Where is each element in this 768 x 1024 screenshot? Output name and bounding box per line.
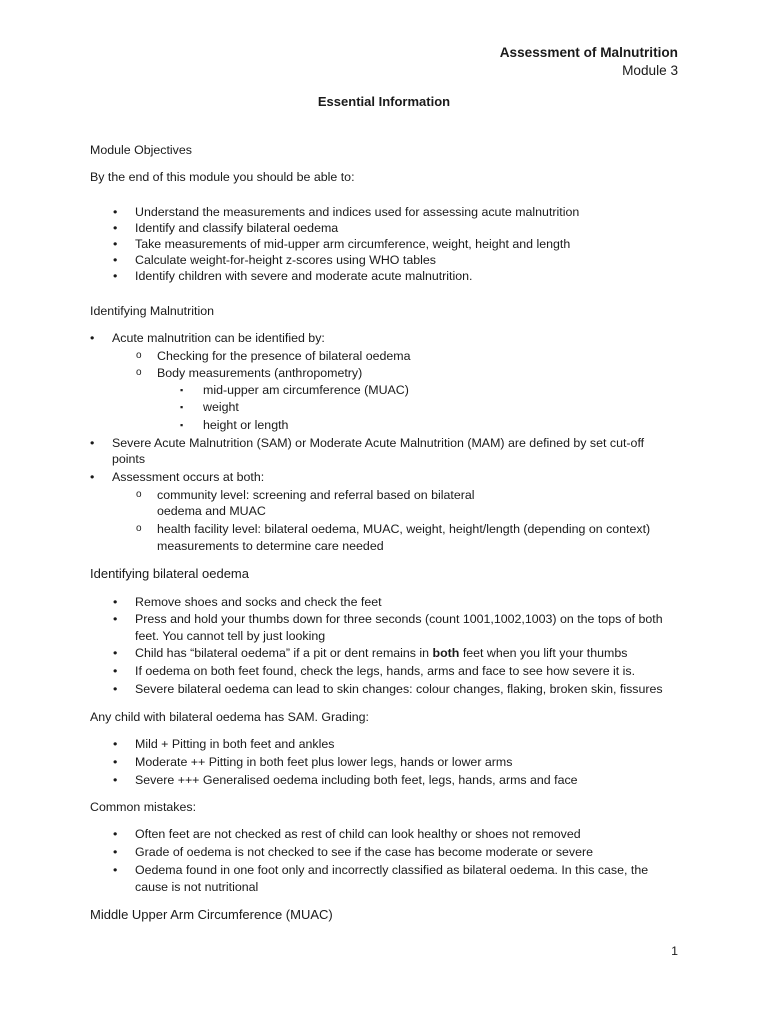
document-header-title: Assessment of Malnutrition: [499, 45, 678, 60]
page-title: Essential Information: [317, 94, 451, 109]
list-item: Acute malnutrition can be identified by:: [112, 331, 325, 345]
section-heading-identifying-malnutrition: Identifying Malnutrition: [90, 304, 214, 318]
circle-bullet-icon: o: [136, 367, 142, 378]
bullet-icon: •: [113, 773, 118, 787]
circle-bullet-icon: o: [136, 350, 142, 361]
square-bullet-icon: ▪: [180, 402, 184, 412]
bullet-icon: •: [113, 595, 118, 609]
bullet-icon: •: [113, 253, 118, 267]
list-item: weight: [203, 400, 239, 414]
list-item-continued: oedema and MUAC: [157, 504, 266, 518]
bullet-icon: •: [113, 863, 118, 877]
list-item: Severe Acute Malnutrition (SAM) or Moderate Acute Malnutrition (MAM) are defined by set cut-off: [112, 436, 645, 450]
page-number: 1: [671, 944, 678, 958]
list-item: Severe bilateral oedema can lead to skin changes: colour changes, flaking, broken skin, fissures: [135, 682, 663, 696]
bullet-icon: •: [113, 612, 118, 626]
list-item: Press and hold your thumbs down for three seconds (count 1001,1002,1003) on the tops of both: [135, 612, 663, 626]
bullet-icon: •: [113, 664, 118, 678]
bullet-icon: •: [113, 682, 118, 696]
bullet-icon: •: [113, 737, 118, 751]
list-item: mid-upper am circumference (MUAC): [203, 383, 409, 397]
mistake-item: Grade of oedema is not checked to see if the case has become moderate or severe: [135, 845, 594, 859]
square-bullet-icon: ▪: [180, 420, 184, 430]
list-item: Assessment occurs at both:: [112, 470, 265, 484]
list-item: height or length: [203, 418, 289, 432]
list-item-continued: points: [112, 452, 146, 466]
list-item-continued: feet. You cannot tell by just looking: [135, 629, 326, 643]
list-item-text: feet when you lift your thumbs: [459, 646, 628, 660]
bullet-icon: •: [90, 470, 95, 484]
section-heading-muac: Middle Upper Arm Circumference (MUAC): [90, 907, 333, 922]
mistakes-intro: Common mistakes:: [90, 800, 197, 814]
section-heading-bilateral-oedema: Identifying bilateral oedema: [90, 566, 249, 581]
objectives-intro: By the end of this module you should be able to:: [90, 170, 355, 184]
list-item: Body measurements (anthropometry): [157, 366, 363, 380]
objective-item: Calculate weight-for-height z-scores using WHO tables: [135, 253, 436, 267]
bullet-icon: •: [113, 646, 118, 660]
mistake-item-continued: cause is not nutritional: [135, 880, 259, 894]
square-bullet-icon: ▪: [180, 385, 184, 395]
mistake-item: Oedema found in one foot only and incorrectly classified as bilateral oedema. In this case, the: [135, 863, 649, 877]
mistake-item: Often feet are not checked as rest of child can look healthy or shoes not removed: [135, 827, 581, 841]
objective-item: Identify and classify bilateral oedema: [135, 221, 339, 235]
emphasis-text: both: [432, 646, 460, 660]
circle-bullet-icon: o: [136, 489, 142, 500]
document-header-module: Module 3: [622, 63, 678, 78]
bullet-icon: •: [113, 827, 118, 841]
list-item: Remove shoes and socks and check the feet: [135, 595, 382, 609]
objective-item: Understand the measurements and indices used for assessing acute malnutrition: [135, 205, 580, 219]
grading-item: Severe +++ Generalised oedema including both feet, legs, hands, arms and face: [135, 773, 578, 787]
bullet-icon: •: [113, 237, 118, 251]
section-heading-objectives: Module Objectives: [90, 143, 192, 157]
list-item: If oedema on both feet found, check the legs, hands, arms and face to see how severe it is.: [135, 664, 636, 678]
bullet-icon: •: [113, 755, 118, 769]
grading-intro: Any child with bilateral oedema has SAM. Grading:: [90, 710, 369, 724]
bullet-icon: •: [113, 205, 118, 219]
bullet-icon: •: [90, 331, 95, 345]
bullet-icon: •: [90, 436, 95, 450]
list-item-continued: measurements to determine care needed: [157, 539, 384, 553]
grading-item: Moderate ++ Pitting in both feet plus lower legs, hands or lower arms: [135, 755, 513, 769]
grading-item: Mild + Pitting in both feet and ankles: [135, 737, 335, 751]
bullet-icon: •: [113, 269, 118, 283]
list-item-text: Child has “bilateral oedema” if a pit or dent remains in: [135, 646, 433, 660]
objective-item: Identify children with severe and moderate acute malnutrition.: [135, 269, 473, 283]
list-item: health facility level: bilateral oedema, MUAC, weight, height/length (depending on context): [157, 522, 651, 536]
bullet-icon: •: [113, 221, 118, 235]
objective-item: Take measurements of mid-upper arm circumference, weight, height and length: [135, 237, 571, 251]
list-item: [135, 646, 627, 660]
bullet-icon: •: [113, 845, 118, 859]
list-item: community level: screening and referral based on bilateral: [157, 488, 475, 502]
circle-bullet-icon: o: [136, 523, 142, 534]
list-item: Checking for the presence of bilateral oedema: [157, 349, 411, 363]
